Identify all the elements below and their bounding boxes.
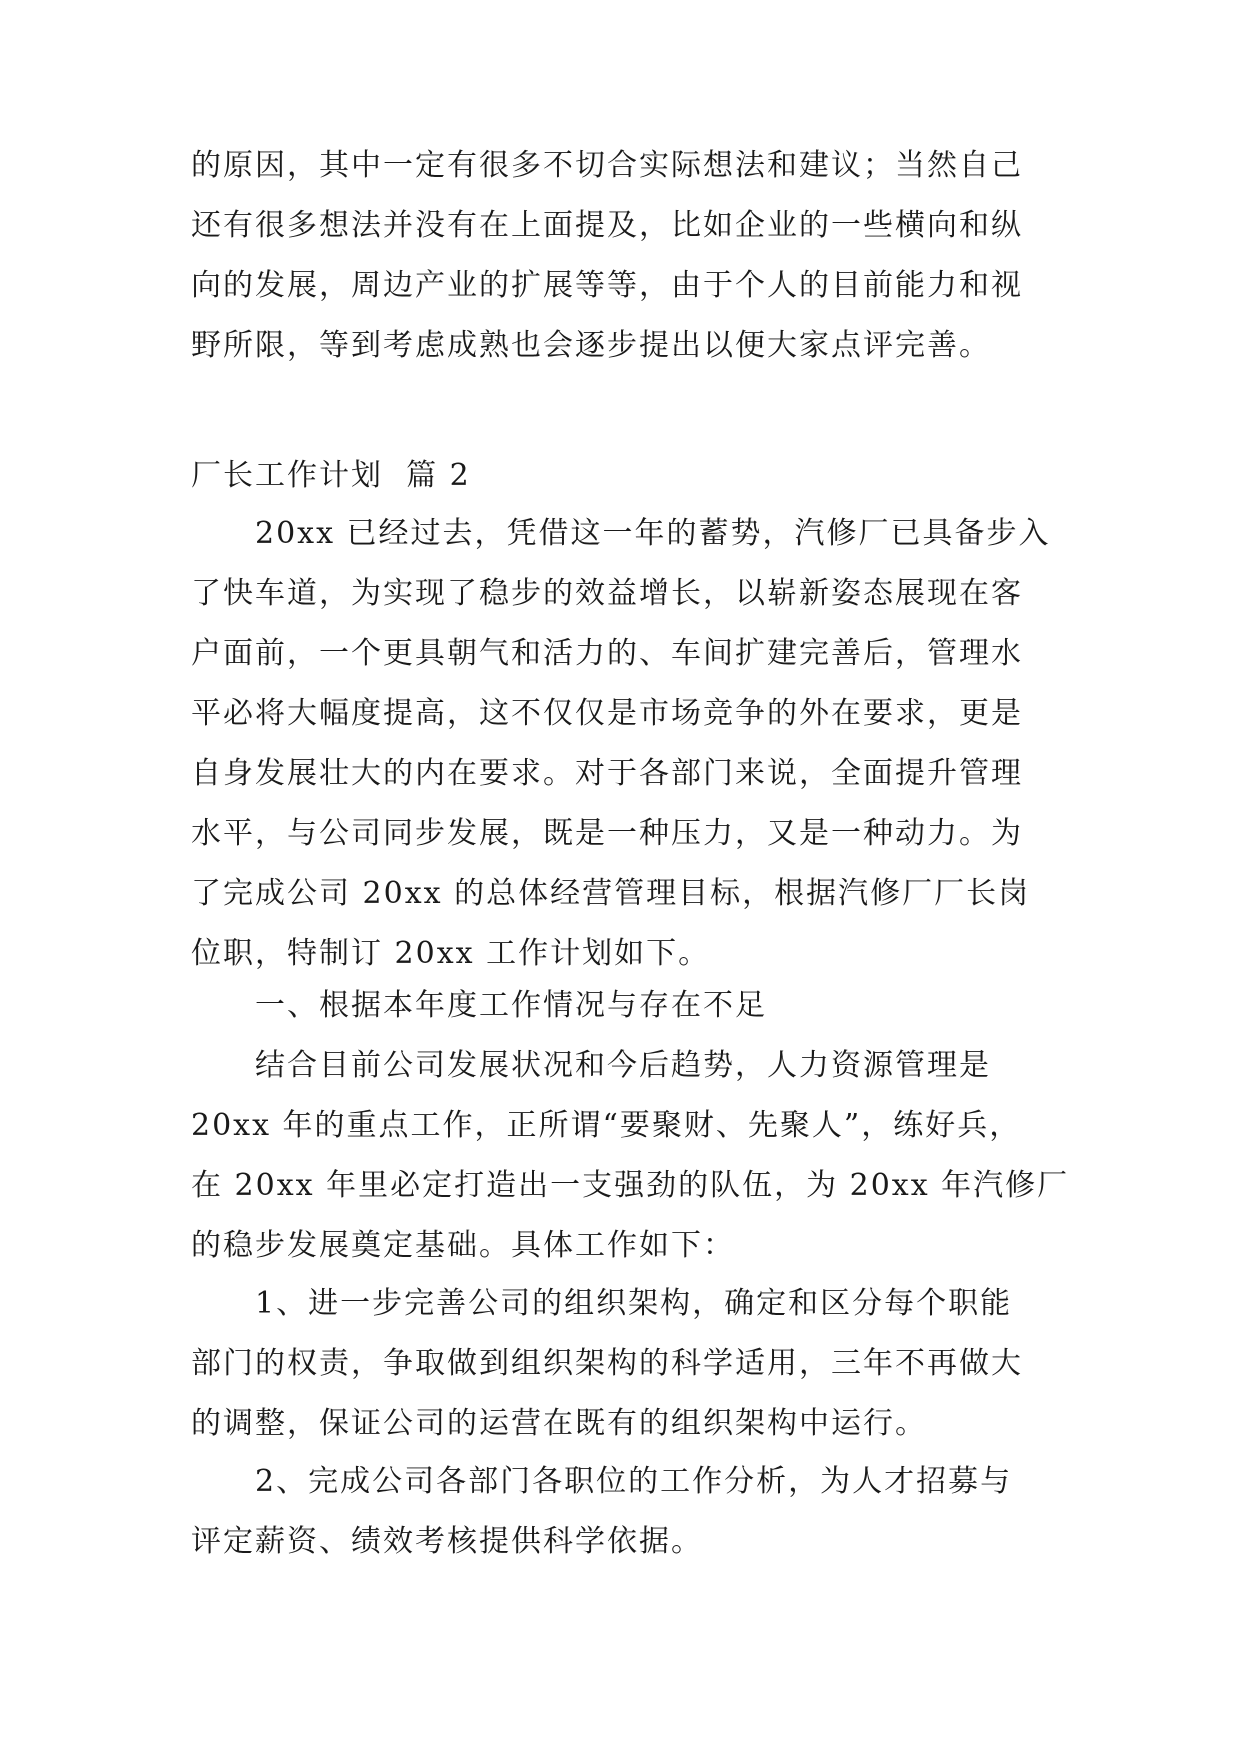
- paragraph-2: [191, 1036, 1070, 1276]
- paragraph-line: 位职，特制订 20xx 工作计划如下。: [191, 936, 711, 971]
- section-title: [191, 446, 1059, 506]
- paragraph-line: 的稳步发展奠定基础。具体工作如下：: [191, 1228, 735, 1263]
- intro-line: 的原因，其中一定有很多不切合实际想法和建议；当然自己: [191, 148, 1023, 183]
- paragraph-line: 了完成公司 20xx 的总体经营管理目标，根据汽修厂厂长岗: [191, 876, 1031, 911]
- paragraph-line: 20xx 已经过去，凭借这一年的蓄势，汽修厂已具备步入: [255, 516, 1051, 551]
- paragraph-line: 在 20xx 年里必定打造出一支强劲的队伍，为 20xx 年汽修厂: [191, 1168, 1070, 1203]
- section-title-text: 厂长工作计划 篇 2: [191, 458, 471, 493]
- list-item-line: 部门的权责，争取做到组织架构的科学适用，三年不再做大: [191, 1346, 1023, 1381]
- list-item-1: [191, 1274, 1059, 1454]
- intro-paragraph: [191, 136, 1059, 376]
- paragraph-line: 水平，与公司同步发展，既是一种压力，又是一种动力。为: [191, 816, 1023, 851]
- paragraph-1: [191, 504, 1059, 984]
- list-item-2: [191, 1452, 1059, 1572]
- list-item-line: 1、进一步完善公司的组织架构，确定和区分每个职能: [255, 1286, 1013, 1321]
- intro-line: 野所限，等到考虑成熟也会逐步提出以便大家点评完善。: [191, 328, 991, 363]
- paragraph-line: 户面前，一个更具朝气和活力的、车间扩建完善后，管理水: [191, 636, 1023, 671]
- paragraph-line: 20xx 年的重点工作，正所谓“要聚财、先聚人”，练好兵，: [191, 1108, 1022, 1143]
- list-item-line: 2、完成公司各部门各职位的工作分析，为人才招募与: [255, 1464, 1013, 1499]
- list-item-line: 的调整，保证公司的运营在既有的组织架构中运行。: [191, 1406, 927, 1441]
- heading-1: [191, 976, 1059, 1036]
- list-item-line: 评定薪资、绩效考核提供科学依据。: [191, 1524, 703, 1559]
- paragraph-line: 自身发展壮大的内在要求。对于各部门来说，全面提升管理: [191, 756, 1023, 791]
- paragraph-line: 结合目前公司发展状况和今后趋势，人力资源管理是: [255, 1048, 991, 1083]
- intro-line: 向的发展，周边产业的扩展等等，由于个人的目前能力和视: [191, 268, 1023, 303]
- intro-line: 还有很多想法并没有在上面提及，比如企业的一些横向和纵: [191, 208, 1023, 243]
- heading-text: 一、根据本年度工作情况与存在不足: [255, 988, 767, 1023]
- paragraph-line: 平必将大幅度提高，这不仅仅是市场竞争的外在要求，更是: [191, 696, 1023, 731]
- paragraph-line: 了快车道，为实现了稳步的效益增长，以崭新姿态展现在客: [191, 576, 1023, 611]
